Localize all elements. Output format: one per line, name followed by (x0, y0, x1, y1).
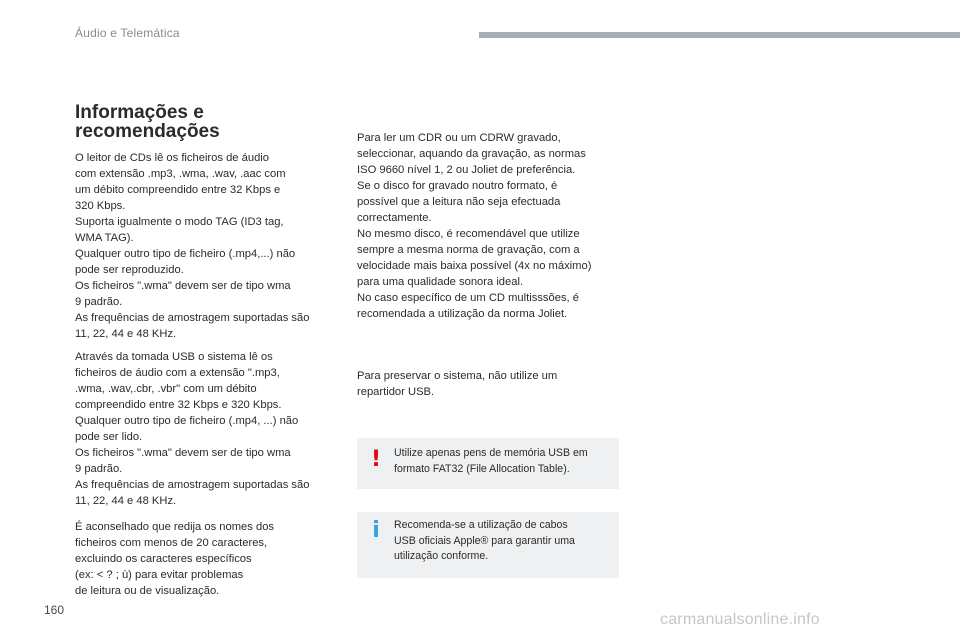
left-paragraph-3-text: É aconselhado que redija os nomes dos ficheiros com menos de 20 caracteres, excluindo os caracteres específicos (ex: < ? ; ù) para evitar problemas de leitura ou de visualização. (75, 521, 275, 597)
header-accent-bar (479, 32, 960, 38)
section-heading (75, 103, 345, 141)
warning-text: Utilize apenas pens de memória USB em formato FAT32 (File Allocation Table). (394, 447, 588, 475)
info-text: Recomenda-se a utilização de cabos USB oficiais Apple® para garantir uma utilização conforme. (394, 519, 575, 562)
left-paragraph-cd-formats (75, 150, 350, 342)
left-paragraph-usb-formats (75, 349, 350, 509)
info-icon: i (372, 518, 380, 543)
right-paragraph-usb-hub (357, 368, 632, 400)
exclamation-icon: ! (370, 447, 382, 472)
page-number: 160 (44, 603, 65, 617)
section-heading-line-1: Informações e (75, 102, 204, 123)
right-paragraph-1-text: Para ler um CDR ou um CDRW gravado, seleccionar, aquando da gravação, as normas ISO 9660 nível 1, 2 ou Joliet de preferência. Se o disco for gravado noutro formato, é possível que a leitura não seja efectuada correctamente. No mesmo disco, é recomendável que utilize sempre a mesma norma de gravação, com a velocidade mais baixa possível (4x no máximo) para uma qualidade sonora ideal. No caso específico de um CD multisssões, é recomendada a utilização da norma Joliet. (357, 132, 592, 320)
left-paragraph-filenames (75, 519, 350, 599)
left-paragraph-2-text: Através da tomada USB o sistema lê os ficheiros de áudio com a extensão ".mp3, .wma, .wav,.cbr, .vbr" com um débito compreendido entre 32 Kbps e 320 Kbps. Qualquer outro tipo de ficheiro (.mp4, ...) não pode ser lido. Os ficheiros ".wma" devem ser de tipo wma 9 padrão. As frequências de amostragem suportadas são 11, 22, 44 e 48 KHz. (75, 351, 310, 507)
info-box (357, 512, 619, 578)
warning-box (357, 438, 619, 489)
chapter-title: Áudio e Telemática (75, 26, 180, 40)
left-paragraph-1-text: O leitor de CDs lê os ficheiros de áudio com extensão .mp3, .wma, .wav, .aac com um débito compreendido entre 32 Kbps e 320 Kbps. Suporta igualmente o modo TAG (ID3 tag, WMA TAG). Qualquer outro tipo de ficheiro (.mp4,...) não pode ser reproduzido. Os ficheiros ".wma" devem ser de tipo wma 9 padrão. As frequências de amostragem suportadas são 11, 22, 44 e 48 KHz. (75, 152, 310, 340)
right-paragraph-cdr (357, 130, 632, 322)
right-paragraph-2-text: Para preservar o sistema, não utilize um repartidor USB. (357, 370, 558, 398)
section-heading-line-2: recomendações (75, 121, 220, 142)
watermark: carmanualsonline.info (660, 611, 820, 628)
